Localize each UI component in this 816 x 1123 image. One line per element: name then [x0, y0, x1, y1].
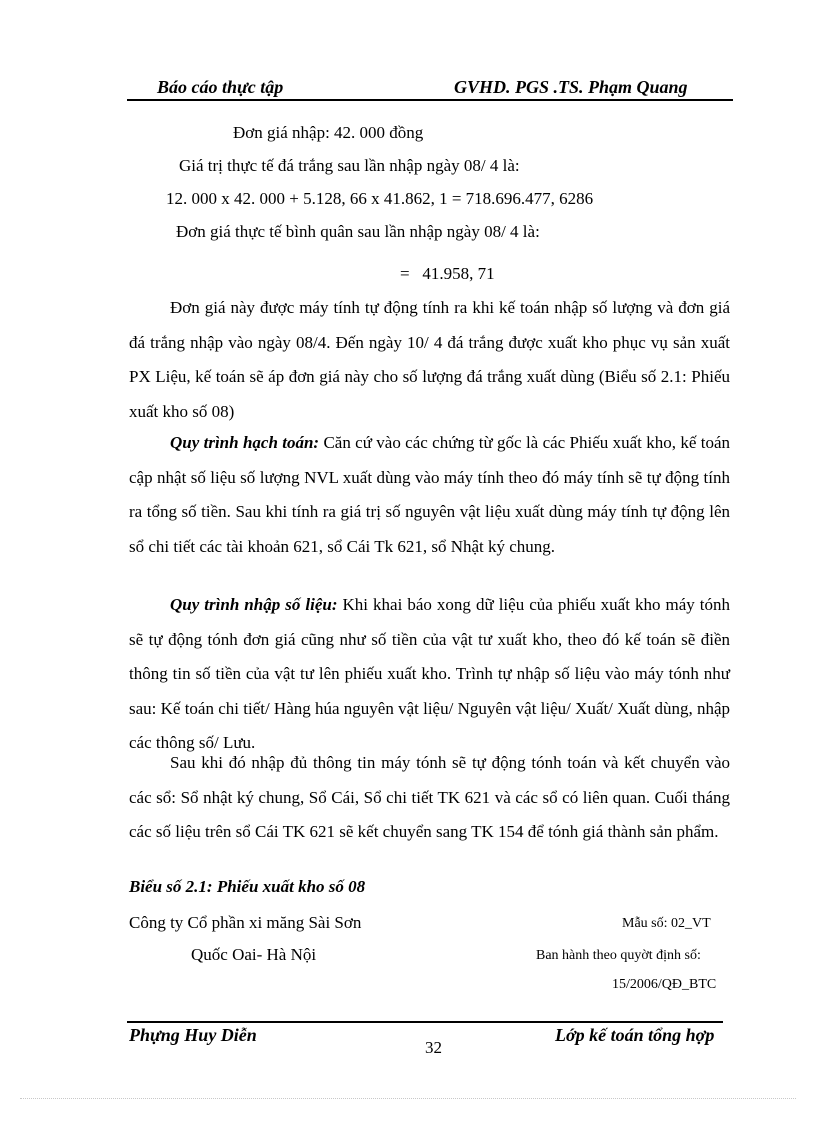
- decision-label: Ban hành theo quyờt định số:: [536, 948, 701, 963]
- decision-number: 15/2006/QĐ_BTC: [612, 977, 717, 992]
- page-number: 32: [425, 1038, 442, 1057]
- paragraph-unit-price-text: Đơn giá này được máy tính tự động tính ra khi kế toán nhập số lượng và đơn giá đá trắng nhập vào ngày 08/4. Đến ngày 10/ 4 đá trắng được xuất kho phục vụ sản xuất PX Liệu, kế toán sẽ áp đơn giá này cho số lượng đá trắng xuất dùng (Biểu số 2.1: Phiếu xuất kho số 08): [129, 298, 730, 421]
- company-name: Công ty Cổ phần xi măng Sài Sơn: [129, 913, 362, 932]
- header-divider: [127, 99, 733, 101]
- paragraph-unit-price: [129, 291, 730, 429]
- figure-caption: Biểu số 2.1: Phiếu xuất kho số 08: [129, 877, 366, 896]
- actual-value-formula: 12. 000 x 42. 000 + 5.128, 66 x 41.862, 1 = 718.696.477, 6286: [166, 189, 594, 208]
- header-supervisor: GVHD. PGS .TS. Phạm Quang: [454, 77, 688, 97]
- footer-divider: [127, 1021, 723, 1023]
- actual-value-heading: Giá trị thực tế đá trắng sau lần nhập ngày 08/ 4 là:: [179, 156, 520, 175]
- paragraph-transfer: [129, 746, 730, 850]
- data-entry-text: Khi khai báo xong dữ liệu của phiếu xuất kho máy tónh sẽ tự động tónh đơn giá cũng như số tiền của vật tư xuất kho, theo đó kế toán sẽ điền thông tin số tiền của vật tư lên phiếu xuất kho. Trình tự nhập số liệu vào máy tónh như sau: Kế toán chi tiết/ Hàng húa nguyên vật liệu/ Nguyên vật liệu/ Xuất/ Xuất dùng, nhập các thông số/ Lưu.: [129, 595, 730, 752]
- form-number: Mẫu số: 02_VT: [622, 916, 711, 931]
- paragraph-transfer-text: Sau khi đó nhập đủ thông tin máy tónh sẽ tự động tónh toán và kết chuyển vào các sổ: Sổ nhật ký chung, Sổ Cái, Sổ chi tiết TK 621 và các sổ có liên quan. Cuối tháng các số liệu trên sổ Cái TK 621 sẽ kết chuyển sang TK 154 để tónh giá thành sản phẩm.: [129, 753, 730, 841]
- paragraph-data-entry: [129, 588, 730, 761]
- company-address: Quốc Oai- Hà Nội: [191, 945, 317, 964]
- header-report-title: Báo cáo thực tập: [157, 77, 284, 97]
- unit-price-line: Đơn giá nhập: 42. 000 đồng: [233, 123, 424, 142]
- accounting-process-label: Quy trình hạch toán:: [170, 433, 320, 452]
- page-bottom-edge: [20, 1098, 796, 1099]
- paragraph-accounting-process: [129, 426, 730, 564]
- accounting-process-text: Căn cứ vào các chứng từ gốc là các Phiếu xuất kho, kế toán cập nhật số liệu số lượng NVL xuất dùng vào máy tính theo đó máy tính sẽ tự động tính ra tổng số tiền. Sau khi tính ra giá trị số nguyên vật liệu xuất dùng máy tính tự động lên sổ chi tiết các tài khoản 621, sổ Cái Tk 621, sổ Nhật ký chung.: [129, 433, 730, 556]
- footer-class: Lớp kế toán tổng hợp: [555, 1025, 715, 1045]
- average-price-result: = 41.958, 71: [400, 264, 495, 283]
- footer-author: Phựng Huy Diễn: [129, 1025, 257, 1045]
- data-entry-label: Quy trình nhập số liệu:: [170, 595, 338, 614]
- average-price-heading: Đơn giá thực tế bình quân sau lần nhập ngày 08/ 4 là:: [176, 222, 540, 241]
